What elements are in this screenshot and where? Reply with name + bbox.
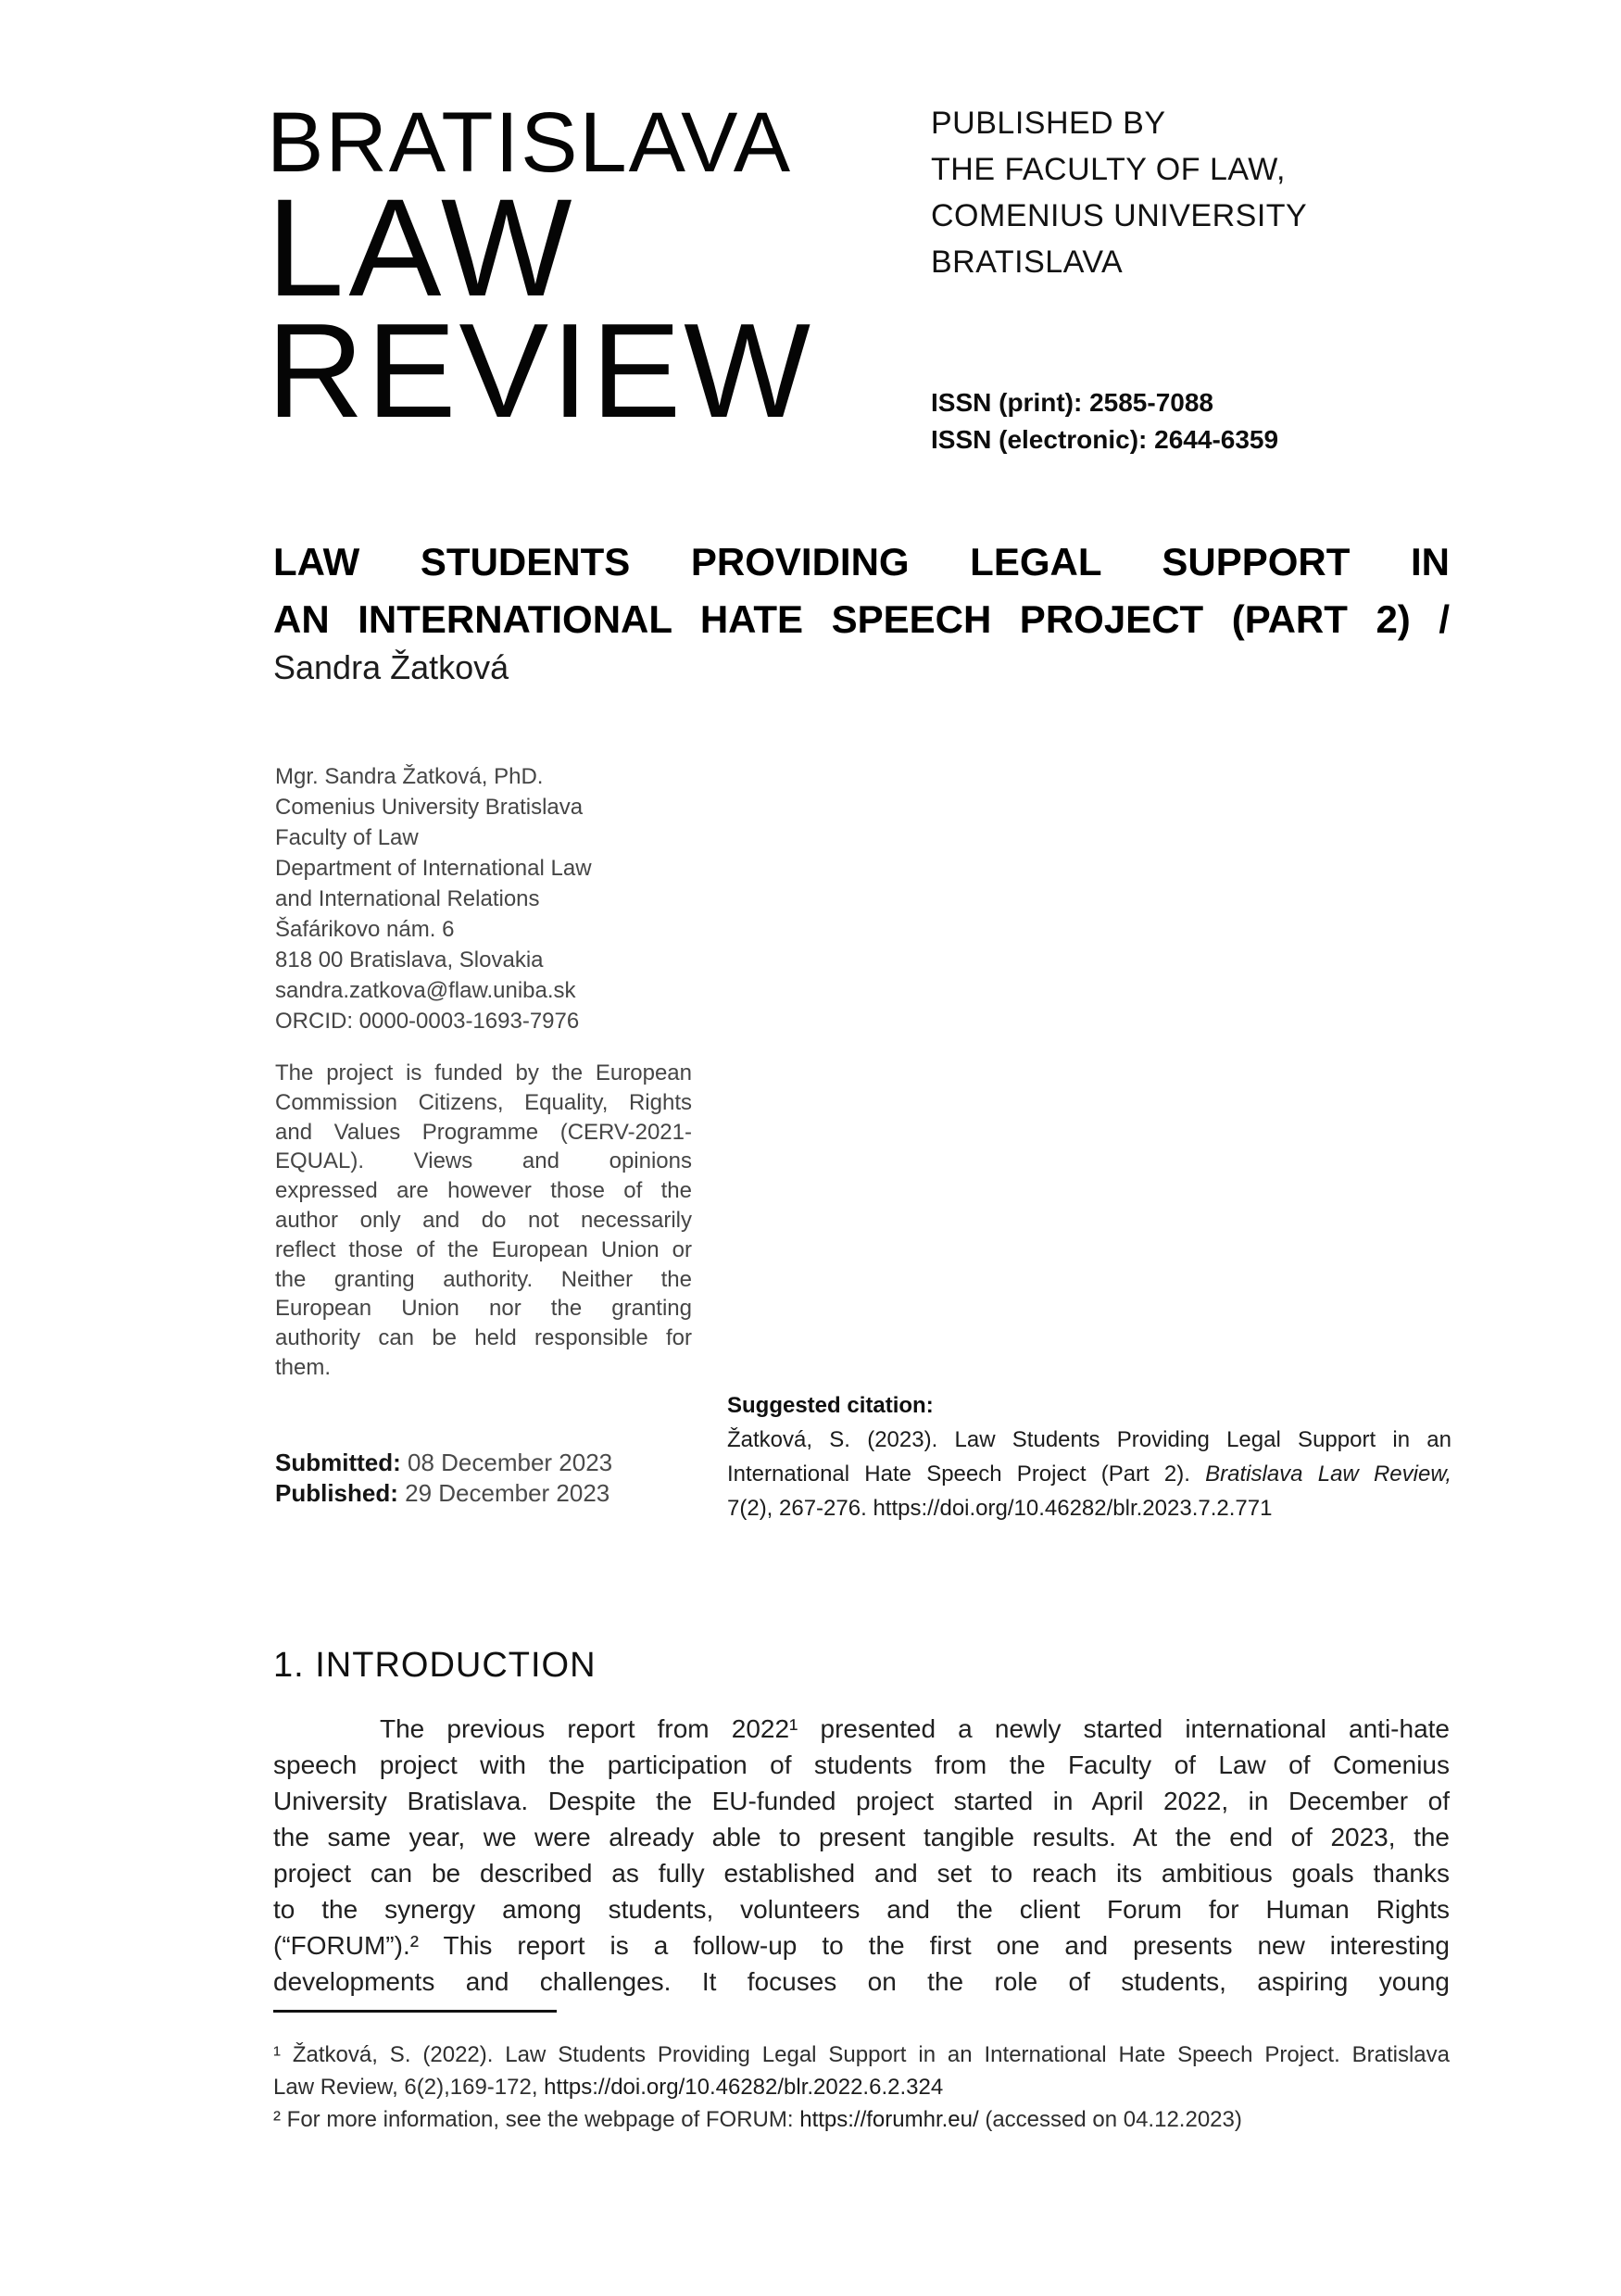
suggested-citation-label: Suggested citation: — [727, 1393, 934, 1418]
footnote-1-line-2 — [273, 2071, 1450, 2103]
funding-note — [275, 1059, 692, 1383]
paragraph-line: the same year, we were already able to present tangible results. At the end of 2023, the — [273, 1823, 1450, 1851]
paragraph-line: speech project with the participation of students from the Faculty of Law of Comenius — [273, 1750, 1450, 1779]
citation-text: International Hate Speech Project (Part 2). — [727, 1462, 1206, 1487]
footnote-2 — [273, 2103, 1450, 2136]
author-university-line: Comenius University Bratislava — [275, 795, 584, 820]
publisher-block — [931, 100, 1307, 285]
author-email-link[interactable]: sandra.zatkova@flaw.uniba.sk — [275, 978, 576, 1003]
dates-block — [275, 1448, 612, 1509]
suggested-citation-block — [727, 1388, 1451, 1525]
author-orcid-line: ORCID: 0000-0003-1693-7976 — [275, 1009, 580, 1034]
citation-doi-link[interactable]: https://doi.org/10.46282/blr.2023.7.2.771 — [873, 1496, 1273, 1521]
submitted-row — [275, 1448, 612, 1478]
funding-note-line: the granting authority. Neither the — [275, 1266, 692, 1292]
citation-text: 7(2), 267-276. — [727, 1496, 873, 1521]
author-name-line: Mgr. Sandra Žatková, PhD. — [275, 764, 544, 789]
published-row — [275, 1478, 612, 1509]
funding-note-line: and Values Programme (CERV-2021- — [275, 1119, 692, 1145]
author-city-line: 818 00 Bratislava, Slovakia — [275, 947, 544, 972]
paragraph-line: University Bratislava. Despite the EU-funded project started in April 2022, in December of — [273, 1787, 1450, 1815]
funding-note-line: reflect those of the European Union or — [275, 1236, 692, 1262]
footnote-text: (accessed on 04.12.2023) — [978, 2107, 1242, 2132]
publisher-line: THE FACULTY OF LAW, — [931, 152, 1286, 187]
footnote-text: ² For more information, see the webpage of FORUM: — [273, 2107, 800, 2132]
footnote-separator — [273, 2010, 557, 2013]
submitted-date: 08 December 2023 — [400, 1449, 613, 1476]
submitted-label: Submitted: — [275, 1449, 401, 1476]
article-title-line-1: LAW STUDENTS PROVIDING LEGAL SUPPORT IN — [273, 540, 1450, 583]
author-street-line: Šafárikovo nám. 6 — [275, 917, 455, 942]
journal-logo-line-2: LAW — [267, 169, 577, 325]
publisher-line: PUBLISHED BY — [931, 106, 1166, 141]
footnote-text: Law Review, 6(2),169-172, — [273, 2075, 545, 2100]
citation-line — [727, 1491, 1451, 1525]
forum-webpage-link[interactable]: https://forumhr.eu/ — [799, 2107, 979, 2132]
paragraph-line: project can be described as fully established and set to reach its ambitious goals thanks — [273, 1859, 1450, 1888]
issn-block — [931, 384, 1278, 458]
paragraph-line: (“FORUM”).² This report is a follow-up to the first one and presents new interesting — [273, 1931, 1450, 1960]
citation-journal-name: Bratislava Law Review, — [1205, 1462, 1451, 1487]
funding-note-line: author only and do not necessarily — [275, 1207, 692, 1233]
author-faculty-line: Faculty of Law — [275, 825, 419, 850]
journal-logo-line-1: BRATISLAVA — [267, 95, 793, 190]
funding-note-line: The project is funded by the European — [275, 1060, 692, 1085]
issn-print: ISSN (print): 2585-7088 — [931, 388, 1213, 417]
article-title-line-2: AN INTERNATIONAL HATE SPEECH PROJECT (PART 2) / — [273, 597, 1450, 641]
introduction-paragraph — [273, 1711, 1450, 2000]
funding-note-line: Commission Citizens, Equality, Rights — [275, 1089, 692, 1115]
published-date: 29 December 2023 — [397, 1479, 610, 1507]
paragraph-line: to the synergy among students, volunteers and the client Forum for Human Rights — [273, 1895, 1450, 1924]
section-heading-introduction: 1. INTRODUCTION — [273, 1646, 597, 1685]
journal-logo-line-3: REVIEW — [267, 295, 813, 445]
citation-line — [727, 1457, 1451, 1491]
paragraph-line: The previous report from 2022¹ presented a newly started international anti-hate — [380, 1714, 1450, 1743]
publisher-line: COMENIUS UNIVERSITY — [931, 198, 1308, 233]
paragraph-line: developments and challenges. It focuses on the role of students, aspiring young — [273, 1967, 1450, 1996]
published-label: Published: — [275, 1479, 398, 1507]
funding-note-line: EQUAL). Views and opinions — [275, 1148, 692, 1174]
funding-note-line: authority can be held responsible for — [275, 1325, 692, 1351]
funding-note-line: European Union nor the granting — [275, 1296, 692, 1322]
author-info-block — [275, 761, 592, 1036]
funding-note-line: expressed are however those of the — [275, 1178, 692, 1204]
publisher-line: BRATISLAVA — [931, 245, 1124, 280]
footnotes-block — [273, 2039, 1450, 2136]
footnote-doi-link[interactable]: https://doi.org/10.46282/blr.2022.6.2.324 — [544, 2075, 944, 2100]
issn-electronic: ISSN (electronic): 2644-6359 — [931, 425, 1279, 454]
footnote-1-line-1: ¹ Žatková, S. (2022). Law Students Providing Legal Support in an International Hate Speech Project. Bratislava — [273, 2042, 1450, 2067]
article-author-name: Sandra Žatková — [273, 648, 509, 686]
funding-note-line: them. — [275, 1354, 332, 1380]
citation-line: Žatková, S. (2023). Law Students Providing Legal Support in an — [727, 1427, 1451, 1452]
author-department-line-2: and International Relations — [275, 886, 540, 911]
author-department-line-1: Department of International Law — [275, 856, 592, 881]
